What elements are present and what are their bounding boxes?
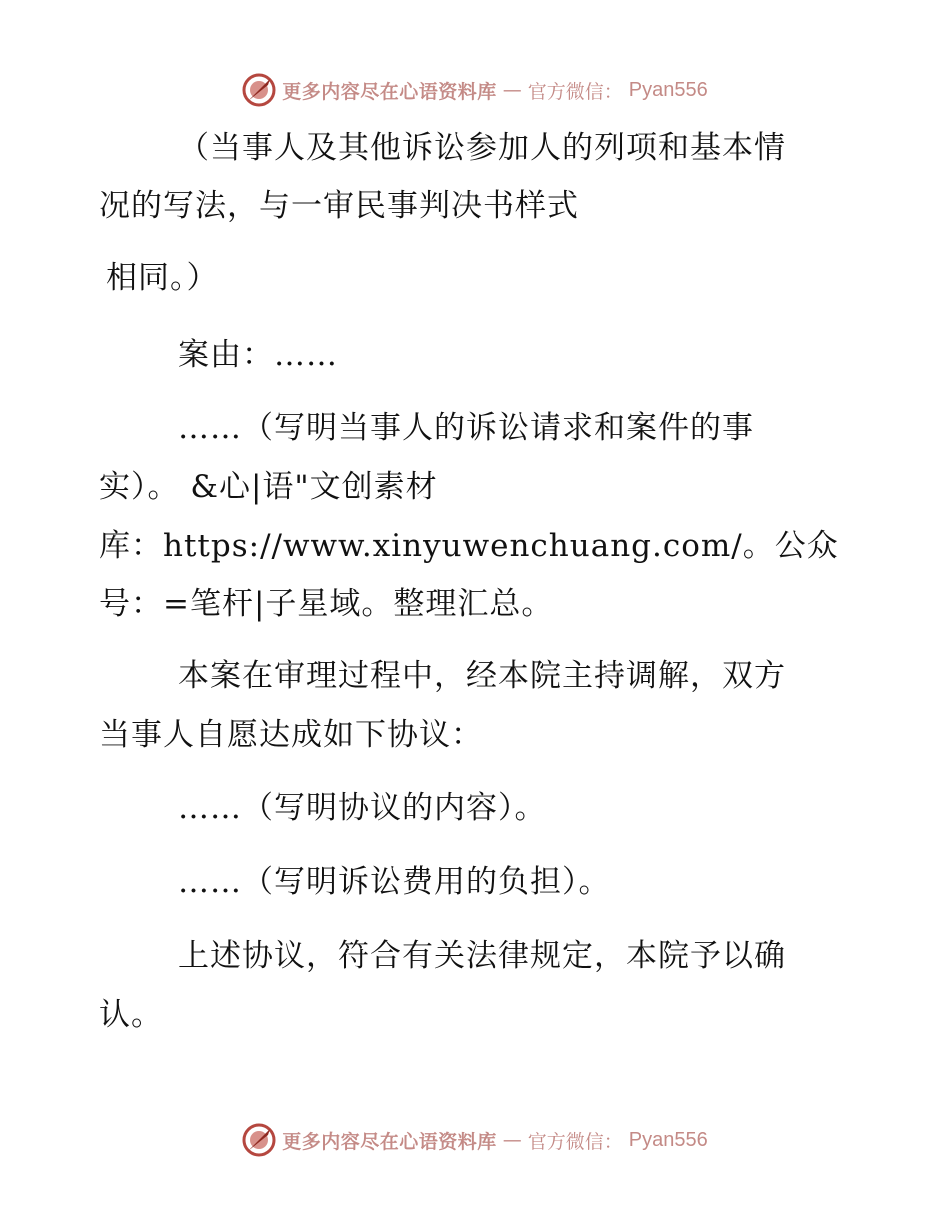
watermark-label: 官方微信： (527, 80, 623, 103)
paragraph-line: 案由：…… (178, 337, 338, 373)
pen-logo-icon (242, 73, 276, 107)
paragraph-line: 况的写法，与一审民事判决书样式 (99, 188, 579, 224)
paragraph-line: （当事人及其他诉讼参加人的列项和基本情 (178, 130, 786, 166)
footer-watermark (0, 1120, 950, 1160)
header-watermark (0, 70, 950, 110)
paragraph-line: 库：https://www.xinyuwenchuang.com/。公众 (99, 528, 839, 564)
watermark-separator: — (502, 79, 522, 101)
paragraph-line: ……（写明当事人的诉讼请求和案件的事 (178, 410, 754, 446)
paragraph-line: ……（写明诉讼费用的负担）。 (178, 864, 611, 900)
paragraph-line: 号：=笔杆|子星域。整理汇总。 (99, 586, 554, 622)
watermark-text: 更多内容尽在心语资料库 (282, 80, 497, 103)
pen-logo-icon (242, 1123, 276, 1157)
paragraph-line: 当事人自愿达成如下协议： (99, 717, 483, 753)
paragraph-line: 本案在审理过程中，经本院主持调解，双方 (178, 658, 786, 694)
paragraph-line: 实）。 &心|语"文创素材 (99, 469, 438, 505)
watermark-separator: — (502, 1129, 522, 1151)
paragraph-line: 认。 (99, 997, 163, 1033)
paragraph-line: 相同。） (106, 260, 219, 296)
watermark-id: Pyan556 (628, 1128, 708, 1151)
paragraph-line: 上述协议，符合有关法律规定，本院予以确 (178, 938, 786, 974)
watermark-text: 更多内容尽在心语资料库 (282, 1130, 497, 1153)
watermark-label: 官方微信： (527, 1130, 623, 1153)
watermark-id: Pyan556 (628, 78, 708, 101)
paragraph-line: ……（写明协议的内容）。 (178, 790, 547, 826)
